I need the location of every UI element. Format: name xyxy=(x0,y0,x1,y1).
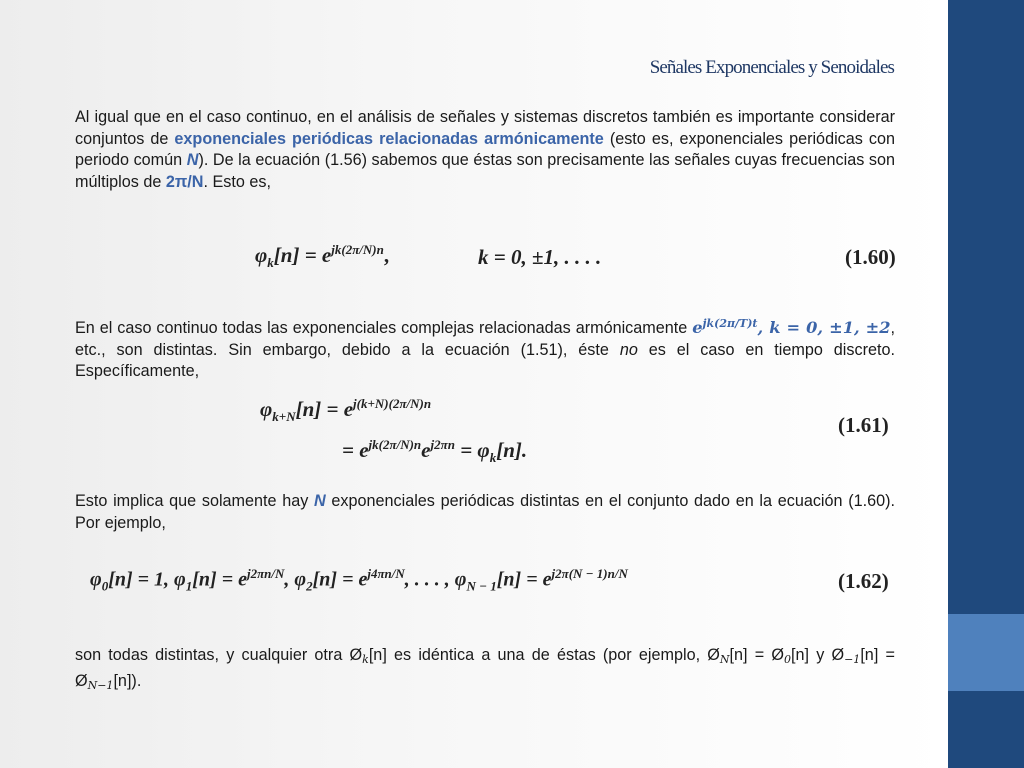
eq-exponent: j2π(N − 1)n/N xyxy=(551,566,628,581)
eq-text: [n] = e xyxy=(273,243,332,267)
equation-1-61-line-2 xyxy=(342,437,527,466)
subscript: N xyxy=(719,653,730,666)
paragraph-implication xyxy=(75,491,895,534)
subscript: 0 xyxy=(783,653,791,666)
eq-text: = φ xyxy=(454,438,490,462)
eq-text: , xyxy=(383,243,390,267)
eq-exponent: j2πn/N xyxy=(246,566,285,581)
highlight-text: exponenciales periódicas relacionadas armónicamente xyxy=(174,129,604,148)
text: es el caso en tiempo discreto. Específicamente, xyxy=(75,340,895,380)
eq-subscript: k xyxy=(489,450,497,466)
eq-exponent: j4πn/N xyxy=(367,566,405,581)
eq-text: , φ xyxy=(284,568,307,591)
text: Al igual que en el caso continuo, en el análisis de señales y sistemas discretos también es importante considerar conjuntos de xyxy=(75,108,895,148)
eq-symbol: φ xyxy=(90,568,102,591)
sidebar-accent-block xyxy=(948,614,1024,691)
eq-symbol: φ xyxy=(260,397,273,421)
eq-subscript: 1 xyxy=(185,578,193,594)
eq-text: [n] = e xyxy=(312,568,368,591)
eq-exponent: j2πn xyxy=(430,437,455,452)
equation-number: (1.62) xyxy=(838,569,889,593)
eq-text: [n] = e xyxy=(295,397,354,421)
slide-title: Señales Exponenciales y Senoidales xyxy=(649,57,894,78)
subscript: −1 xyxy=(844,653,861,666)
highlight-text: N xyxy=(186,151,199,169)
eq-text: [n] = 1, φ xyxy=(108,568,186,591)
math-inline xyxy=(692,318,890,337)
text: [n] = Ø xyxy=(75,646,895,690)
eq-exponent: jk(2π/N)n xyxy=(368,437,422,452)
equation-1-61-line-1 xyxy=(260,396,431,425)
highlight-text: 2π/N xyxy=(165,172,204,191)
eq-text: = e xyxy=(342,438,369,462)
text: Esto implica que solamente hay xyxy=(75,492,315,510)
text: En el caso continuo todas las exponenciales complejas relacionadas armónicamente xyxy=(75,319,693,337)
text: ). De la ecuación (1.56) sabemos que éstas son precisamente las señales cuyas frecuencias son múltiplos de xyxy=(75,151,895,191)
eq-text: e xyxy=(421,438,431,462)
eq-exponent: j(k+N)(2π/N)n xyxy=(353,396,432,411)
highlight-text: N xyxy=(314,492,326,510)
text: exponenciales periódicas distintas en el conjunto dado en la ecuación (1.60). Por ejemplo, xyxy=(75,492,895,532)
eq-exponent: jk(2π/N)n xyxy=(331,242,384,257)
equation-1-60-condition xyxy=(478,245,601,270)
math-text: , k = 0, ±1, ±2 xyxy=(757,318,891,337)
subscript: k xyxy=(362,653,369,666)
text: [n] y Ø xyxy=(790,646,845,664)
text: [n] = Ø xyxy=(729,646,784,664)
subscript: N−1 xyxy=(87,678,114,692)
eq-text: k = 0, ±1, . . . . xyxy=(478,245,602,269)
math-exponent: jk(2π/T)t xyxy=(702,317,758,330)
paragraph-intro xyxy=(75,107,895,193)
eq-subscript: 2 xyxy=(306,578,313,594)
math-base: e xyxy=(692,318,703,337)
equation-number: (1.60) xyxy=(845,245,896,269)
equation-number: (1.61) xyxy=(838,413,889,437)
equation-1-62 xyxy=(90,566,628,595)
eq-text: [n] = e xyxy=(192,568,247,591)
eq-subscript: k xyxy=(267,255,274,271)
eq-subscript: k+N xyxy=(272,409,296,425)
text: [n] es idéntica a una de éstas (por ejemplo, Ø xyxy=(368,646,720,664)
eq-subscript: 0 xyxy=(101,578,109,594)
text: . Esto es, xyxy=(203,172,271,191)
eq-symbol: φ xyxy=(255,243,268,267)
italic-text: no xyxy=(619,340,638,359)
eq-subscript: N − 1 xyxy=(466,578,497,594)
eq-text: [n] = e xyxy=(496,568,552,591)
eq-text: , . . . , φ xyxy=(404,568,467,591)
paragraph-conclusion xyxy=(75,645,895,696)
equation-1-60 xyxy=(255,242,389,271)
text: (esto es, exponenciales periódicas con periodo común xyxy=(75,129,896,169)
text: , etc., son distintas. Sin embargo, debido a la ecuación (1.51), éste xyxy=(75,319,895,359)
text: son todas distintas, y cualquier otra Ø xyxy=(75,646,363,664)
eq-text: [n]. xyxy=(496,438,528,462)
paragraph-continuous xyxy=(75,313,895,383)
text: [n]). xyxy=(113,671,142,690)
